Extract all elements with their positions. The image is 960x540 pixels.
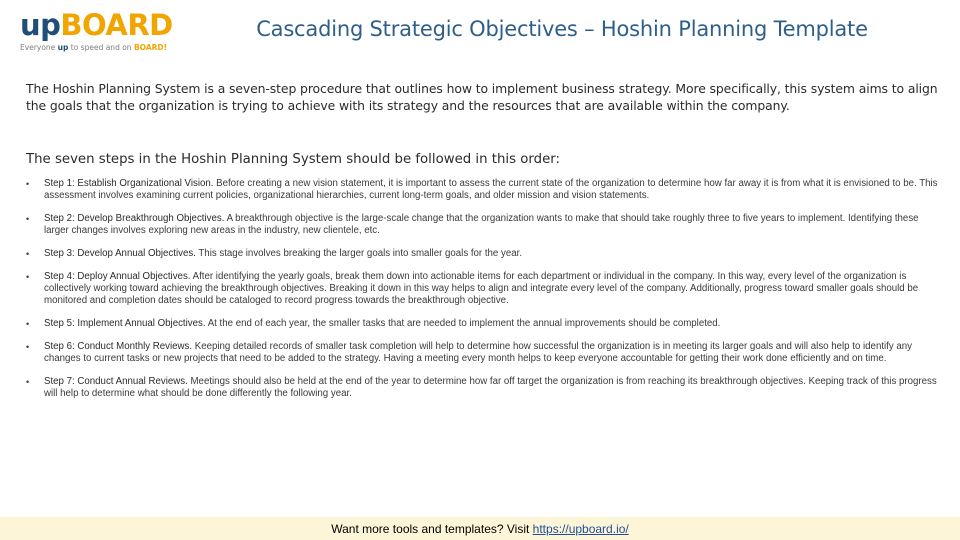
page-title: Cascading Strategic Objectives – Hoshin Planning Template: [256, 17, 868, 41]
step-text: This stage involves breaking the larger goals into smaller goals for the year.: [195, 248, 523, 259]
bullet-icon: •: [26, 249, 30, 259]
logo-word-up: up: [20, 8, 61, 42]
step-text: Keeping detailed records of smaller task completion will help to determine how successful the organization is in meeting its larger goals and will also help to identify any changes to current tasks or new projects that need to be added to the strategy. Having a meeting every month helps to keep everyone accountable for getting their work done efficiently and on time.: [44, 340, 913, 364]
step-title: Step 4: Deploy Annual Objectives.: [44, 270, 191, 282]
logo-wordmark: [20, 8, 180, 42]
intro-paragraph: The Hoshin Planning System is a seven-step procedure that outlines how to implement business strategy. More specifically, this system aims to align the goals that the organization is trying to achieve with its strategy and the resources that are available within the company.: [26, 81, 938, 113]
step-item-1: [26, 178, 938, 202]
step-text: After identifying the yearly goals, break them down into actionable items for each department or individual in the company. In this way, every level of the organization is collectively working toward achieving the breakthrough objectives. Breaking it down in this way helps to align and integrate every level of the company. Additionally, progress toward smaller goals should be monitored and completion dates should be cataloged to record progress towards the breakthrough objective.: [44, 270, 919, 307]
bullet-icon: •: [26, 341, 30, 352]
footer-text: [0, 522, 960, 536]
steps-list: [26, 178, 938, 411]
logo-tagline-prefix: Everyone: [20, 43, 58, 52]
step-title: Step 6: Conduct Monthly Reviews.: [44, 340, 193, 352]
step-title: Step 2: Develop Breakthrough Objectives.: [44, 213, 225, 224]
bullet-icon: •: [26, 214, 30, 224]
upboard-logo[interactable]: [20, 8, 180, 52]
step-text: At the end of each year, the smaller tasks that are needed to implement the annual improvements should be completed.: [205, 318, 721, 329]
logo-tagline-middle: to speed and on: [68, 43, 134, 52]
step-item-3: [26, 248, 938, 260]
step-title: Step 1: Establish Organizational Vision.: [44, 178, 214, 189]
logo-tagline-up: up: [57, 43, 69, 52]
bullet-icon: •: [26, 376, 30, 387]
bullet-icon: •: [26, 319, 30, 329]
step-item-2: [26, 213, 938, 237]
step-title: Step 7: Conduct Annual Reviews.: [44, 375, 188, 387]
bullet-icon: •: [26, 179, 30, 189]
step-item-4: [26, 271, 938, 308]
logo-tagline-board: BOARD!: [133, 43, 168, 52]
steps-heading: The seven steps in the Hoshin Planning System should be followed in this order:: [26, 152, 560, 167]
step-item-5: [26, 318, 938, 330]
footer-prompt: Want more tools and templates? Visit: [331, 522, 533, 536]
footer-link[interactable]: https://upboard.io/: [532, 522, 629, 536]
bullet-icon: •: [26, 271, 30, 282]
step-title: Step 3: Develop Annual Objectives.: [44, 248, 196, 259]
logo-tagline: [20, 43, 180, 52]
step-item-7: [26, 376, 938, 400]
step-text: A breakthrough objective is the large-scale change that the organization wants to make that should take roughly three to five years to implement. Identifying these larger changes involves exploring new areas in the industry, new clientele, etc.: [44, 213, 919, 237]
footer-banner: [0, 517, 960, 540]
step-title: Step 5: Implement Annual Objectives.: [44, 318, 206, 329]
step-text: Meetings should also be held at the end of the year to determine how far off target the organization is from reaching its breakthrough objectives. Keeping track of this progress will help to determine what should be done differently the following year.: [44, 375, 937, 399]
step-item-6: [26, 341, 938, 365]
step-text: Before creating a new vision statement, it is important to assess the current state of the organization to determine how far away it is from what it is envisioned to be. This assessment involves examining current policies, organizational hierarchies, current long-term goals, and older mission and vision statements.: [44, 178, 938, 202]
logo-word-board: BOARD: [60, 8, 173, 42]
